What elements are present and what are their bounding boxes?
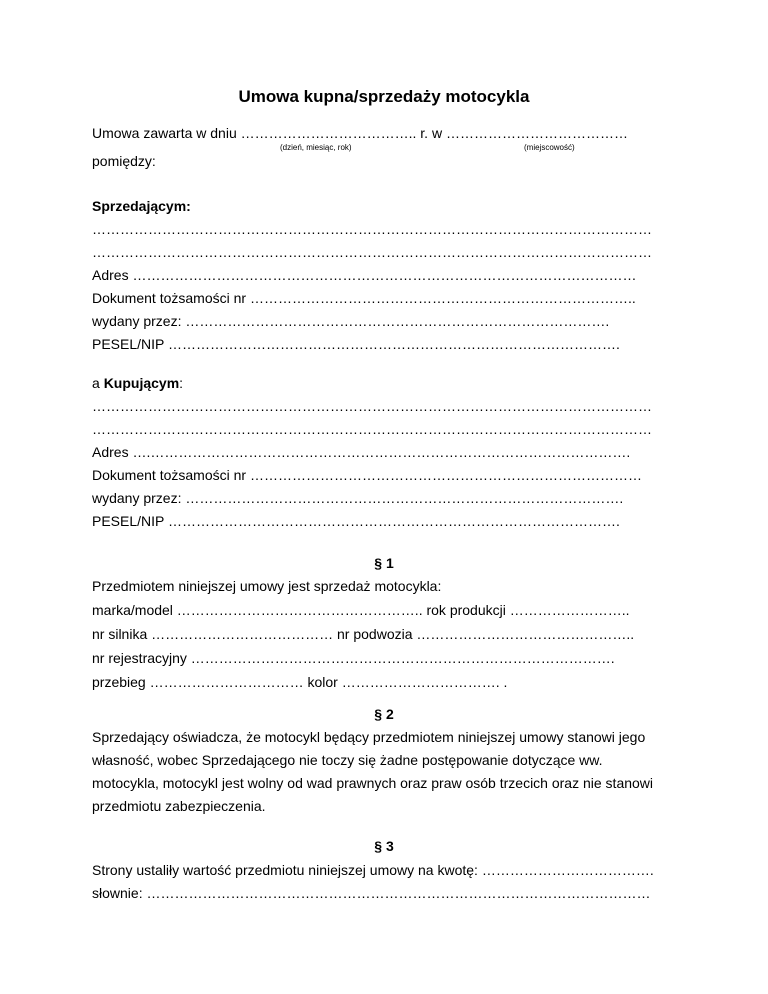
- date-hint: (dzień, miesiąc, rok): [280, 143, 352, 152]
- buyer-heading: [92, 375, 183, 391]
- buyer-heading-label: Kupującym: [103, 375, 180, 391]
- engine-chassis-line: nr silnika ………………………………… nr podwozia ………………………………………..: [92, 626, 635, 642]
- section-3-line-1: Strony ustaliły wartość przedmiotu niniejszej umowy na kwotę: ……………………………….: [92, 862, 654, 878]
- buyer-line-1: …………………………………………………………………………………………………………: [92, 398, 652, 414]
- section-2-heading: § 2: [374, 706, 394, 722]
- section-3-line-2: słownie: ………………………………………………………………………………………………: [92, 885, 651, 901]
- section-3-heading: § 3: [374, 838, 394, 854]
- between-label: pomiędzy:: [92, 153, 156, 169]
- place-hint: (miejscowość): [524, 143, 575, 152]
- buyer-issued-by: wydany przez: ………………………………………………………………………………….: [92, 490, 624, 506]
- seller-pesel-nip: PESEL/NIP …………………………………………………………………………………….: [92, 336, 620, 352]
- section-1-lead: Przedmiotem niniejszej umowy jest sprzedaż motocykla:: [92, 578, 442, 594]
- buyer-pesel-nip: PESEL/NIP …………………………………………………………………………………….: [92, 513, 620, 529]
- seller-line-2: …………………………………………………………………………………………………………: [92, 244, 652, 260]
- seller-address: Adres ………………………………………………………………………………………………: [92, 267, 637, 283]
- intro-line: Umowa zawarta w dniu ……………………………….. r. w …………………………………: [92, 125, 628, 141]
- seller-heading: Sprzedającym:: [92, 198, 191, 214]
- buyer-id-document: Dokument tożsamości nr …………………………………………………………………………: [92, 467, 642, 483]
- buyer-address: Adres ….………………………………………………………………………………………….: [92, 444, 631, 460]
- section-2-line-3: motocykla, motocykl jest wolny od wad prawnych oraz praw osób trzecich oraz nie stanowi: [92, 775, 654, 791]
- buyer-line-2: …………………………………………………………………………………………………………: [92, 421, 652, 437]
- registration-line: nr rejestracyjny ……………………………………………………………………………….: [92, 650, 615, 666]
- seller-id-document: Dokument tożsamości nr ………………………………………………………………………..: [92, 290, 636, 306]
- make-model-line: marka/model …………………………………………….. rok produkcji ……………………..: [92, 602, 630, 618]
- section-2-line-2: własność, wobec Sprzedającego nie toczy się żadne postępowanie dotyczące ww.: [92, 752, 603, 768]
- document-title: Umowa kupna/sprzedaży motocykla: [238, 87, 530, 106]
- buyer-heading-suffix: :: [179, 375, 184, 391]
- seller-issued-by: wydany przez: ……………………………………………………………………………….: [92, 313, 610, 329]
- section-1-heading: § 1: [374, 555, 394, 571]
- buyer-heading-prefix: a: [92, 375, 104, 391]
- section-2-line-4: przedmiotu zabezpieczenia.: [92, 798, 266, 814]
- seller-line-1: …………………………………………………………………………………………………………: [92, 221, 652, 237]
- section-2-line-1: Sprzedający oświadcza, że motocykl będący przedmiotem niniejszej umowy stanowi jego: [92, 729, 646, 745]
- mileage-color-line: przebieg …………………………… kolor ……………………………. .: [92, 674, 508, 690]
